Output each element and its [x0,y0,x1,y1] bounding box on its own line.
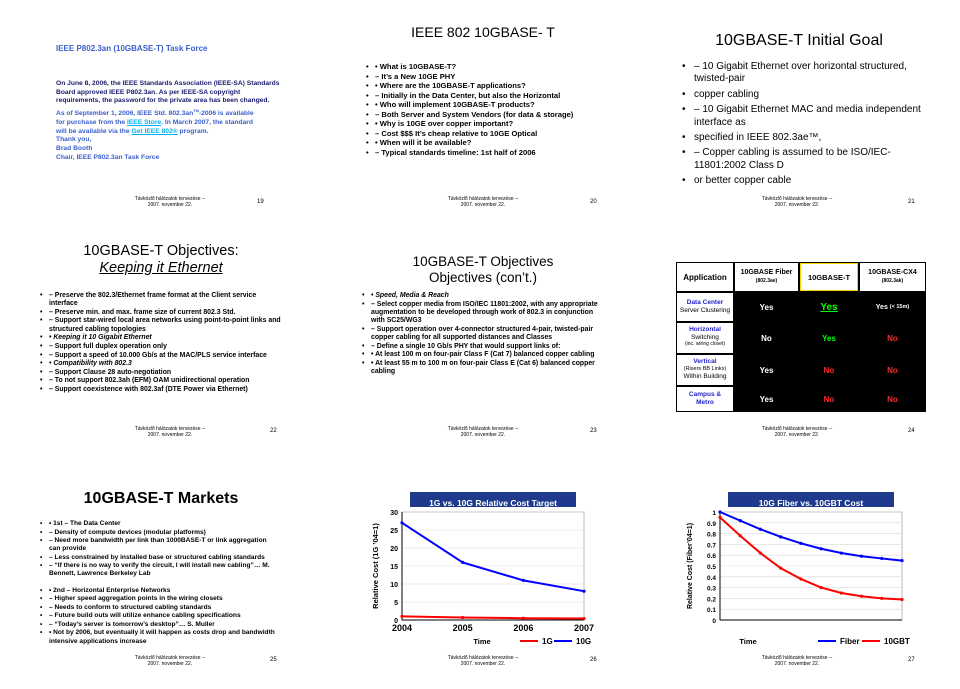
chart-title: 1G vs. 10G Relative Cost Target [429,498,557,508]
slide-19-line-e: will be available via the [56,127,130,135]
y-tick-label: 0.7 [706,542,716,550]
data-point [779,567,782,570]
data-point [779,535,782,538]
slide-23-footer: Távközlő hálózatok tervezése -- 2007. november 22. [447,426,519,438]
slide-23-title-line1: 10GBASE-T Objectives [412,254,554,269]
list-item: • – 10 Gigabit Ethernet over horizontal structured, twisted-pair [682,61,907,85]
slide-20-footer: Távközlő hálózatok tervezése -- 2007. november 22. [447,196,519,208]
cell-yes: Yes [735,387,798,411]
cell-yes: Yes [800,323,858,353]
data-point [900,598,903,601]
list-item: • – Select copper media from ISO/IEC 11801:2002, with any appropriate augmentation to be developed through work of 802.3 in conjunction with SC25/WG3 [362,301,600,326]
header-fiber: 10GBASE Fiber (802.3ae) [735,263,798,291]
slide-22-title [30,243,292,277]
slide-26-page-number: 26 [590,657,597,663]
slide-25[interactable] [30,476,292,676]
list-item: • • At least 100 m on four-pair Class F (Cat 7) balanced copper cabling [362,351,600,359]
data-point [799,542,802,545]
ieee-store-link[interactable]: IEEE Store [126,119,162,127]
data-point [820,547,823,550]
data-point [880,597,883,600]
y-tick-label: 0.4 [706,574,716,582]
y-tick-label: 25 [390,528,398,535]
list-item: • – Needs to conform to structured cabling standards [40,604,278,612]
header-10gbaset: 10GBASE-T [800,263,858,291]
list-item: • – Less constrained by installed base or structured cabling standards [40,554,278,562]
list-item: • or better copper cable [682,175,792,187]
slide-19-body [56,80,286,163]
slide-27-page-number: 27 [908,657,915,663]
list-item: • • What is 10GBASE-T? [366,62,600,71]
slide-23-title-line2: Objectives (con’t.) [428,270,538,285]
slide-27-footer: Távközlő hálózatok tervezése -- 2007. november 22. [761,655,833,667]
data-point [799,577,802,580]
data-point [461,616,464,619]
slide-19-para1: On June 8, 2006, the IEEE Standards Association (IEEE-SA) Standards Board approved IEEE P802.3an. As per IEEE-SA copyright requirements, the password for the private area has been changed. [56,80,280,105]
list-item: • – “Today’s server is tomorrow’s desktop”… S. Muller [40,621,278,629]
slide-23-title [352,254,614,286]
y-tick-label: 15 [390,564,398,571]
data-point [880,557,883,560]
slide-19-line-f: program. [177,127,209,135]
list-item: • – Density of compute devices (modular platforms) [40,529,278,537]
list-item: • – Support Clause 28 auto-negotiation [40,369,286,377]
legend-label: 10G [576,637,592,646]
data-point [522,617,525,620]
slide-19-line-d: . In March 2007, the standard [161,119,253,127]
slide-25-page-number: 25 [270,657,277,663]
slide-19-tm: TM [193,108,199,114]
list-item: • • When will it be available? [366,138,600,147]
data-point [400,615,403,618]
cell-no: No [860,323,925,353]
row-data-center: Data Center Server Clustering [677,293,733,321]
slide-26[interactable] [352,476,614,676]
data-point [522,579,525,582]
data-point [860,595,863,598]
slide-21-title: 10GBASE-T Initial Goal [715,32,883,49]
y-tick-label: 5 [394,600,398,607]
list-spacer [40,579,278,587]
y-tick-label: 0.1 [706,607,716,615]
cell-yes: Yes [735,355,798,385]
cell-no: No [860,355,925,385]
data-point [718,516,721,519]
y-tick-label: 0.5 [706,564,716,571]
list-item: • – Support operation over 4-connector structured 4-pair, twisted-pair copper cabling for all supported distances and Classes [362,326,600,343]
y-tick-label: 30 [390,510,398,517]
y-tick-label: 0.8 [706,531,716,539]
slide-22[interactable] [30,240,292,440]
y-tick-label: 0.6 [706,553,716,561]
y-tick-label: 0.9 [706,520,716,528]
data-point [860,555,863,558]
slide-22-bullets [40,292,286,395]
legend-label: 10GBT [884,637,910,646]
slide-27[interactable] [668,476,930,676]
list-item: • – Copper cabling is assumed to be ISO/IEC-11801:2002 Class D [682,147,891,171]
list-item: • – Support coexistence with 802.3af (DTE Power via Ethernet) [40,386,286,394]
list-item: • – Support full duplex operation only [40,343,286,351]
slide-19-page-number: 19 [257,199,264,205]
slide-21-footer: Távközlő hálózatok tervezése -- 2007. november 22. [761,196,833,208]
slide-19-sign-2: Brad Booth [56,145,93,153]
list-item: • • Speed, Media & Reach [362,292,600,300]
slide-24-footer: Távközlő hálózatok tervezése -- 2007. november 22. [761,426,833,438]
data-point [820,586,823,589]
list-item: • – Define a single 10 Gb/s PHY that would support links of: [362,343,600,351]
list-item: • – Support star-wired local area networks using point-to-point links and structured cabling topologies [40,317,286,334]
legend-label: 1G [542,637,553,646]
list-item: • specified in IEEE 802.3ae™, [682,132,822,144]
slide-20-bullets [366,62,600,157]
header-application: Application [677,263,733,291]
y-axis-label: Relative Cost (Fiber’04=1) [687,522,694,610]
list-item: • copper cabling [682,88,760,100]
data-point [582,617,585,620]
legend-label: Fiber [840,637,860,646]
list-item: • – Initially in the Data Center, but also the Horizontal [366,91,600,100]
slide-24-table [676,262,926,412]
list-item: • – Preserve the 802.3/Ethernet frame format at the Client service interface [40,292,286,309]
list-item: • – Future build outs will utilize enhance cabling specifications [40,612,278,620]
data-point [759,551,762,554]
chart-1g-vs-10g [352,484,614,654]
list-item: • – Cost $$$ It’s cheap relative to 10GE Optical [366,129,600,138]
slide-19[interactable] [40,18,300,216]
cell-no: No [735,323,798,353]
slide-21-bullets [682,61,922,191]
y-tick-label: 0 [394,618,398,625]
list-item: • • 1st – The Data Center [40,520,278,528]
slide-25-title: 10GBASE-T Markets [83,490,239,507]
slide-21-page-number: 21 [908,199,915,205]
list-item: • • At least 55 m to 100 m on four-pair Class E (Cat 6) balanced copper cabling [362,360,600,377]
cell-no: No [800,355,858,385]
y-tick-label: 20 [390,546,398,553]
x-tick-label: 2004 [391,623,413,633]
cell-yes: Yes [735,293,798,321]
slide-26-footer: Távközlő hálózatok tervezése -- 2007. november 22. [447,655,519,667]
list-item: • • Compatibility with 802.3 [40,360,286,368]
slide-22-title-line2: Keeping it Ethernet [99,260,223,276]
data-point [582,590,585,593]
list-item: • – Support a speed of 10.000 Gb/s at the MAC/PLS service interface [40,352,286,360]
x-axis-label: Time [473,637,491,646]
y-tick-label: 1 [712,510,716,517]
list-item: • – To not support 802.3ah (EFM) OAM unidirectional operation [40,377,286,385]
y-tick-label: 0.3 [706,585,716,593]
data-point [718,510,721,513]
list-item: • – Need more bandwidth per link than 1000BASE-T or link aggregation can provide [40,537,278,553]
cell-no: No [860,387,925,411]
list-item: • – Typical standards timeline: 1st half of 2006 [366,148,600,157]
slide-20-title: IEEE 802 10GBASE- T [411,24,555,40]
x-axis-label: Time [739,637,757,646]
list-item: • – Both Server and System Vendors (for data & storage) [366,110,600,119]
list-item: • • Why is 10GE over copper important? [366,119,600,128]
slide-23[interactable] [352,240,614,440]
slide-25-bullets [40,520,278,646]
list-item: • – Higher speed aggregation points in the wiring closets [40,595,278,603]
slide-19-line-b: -2006 is available [198,110,254,118]
header-cx4: 10GBASE-CX4 (802.3ak) [860,263,925,291]
cell-yes: Yes [800,293,858,321]
x-tick-label: 2006 [513,623,534,633]
y-axis-label: Relative Cost (1G ’04=1) [371,523,380,609]
slide-22-footer: Távközlő hálózatok tervezése -- 2007. november 22. [134,426,206,438]
data-point [900,559,903,562]
slide-19-line-c: for purchase from the [56,119,126,127]
chart-title: 10G Fiber vs. 10GBT Cost [758,498,864,508]
cell-yes: Yes (< 15m) [860,293,925,321]
row-horizontal: Horizontal Switching (inc. wiring closet) [677,323,733,353]
slide-21[interactable] [668,18,930,216]
data-point [840,551,843,554]
list-item: • – “If there is no way to verify the circuit, I will install new cabling”… M. Bennett, Lawrence Berkeley Lab [40,562,278,578]
slide-22-title-line1: 10GBASE-T Objectives: [83,243,239,259]
x-tick-label: 2005 [452,623,473,633]
list-item: • • Keeping it 10 Gigabit Ethernet [40,334,286,342]
y-tick-label: 0.2 [706,596,716,604]
row-vertical: Vertical (Risers BB Links) Within Building [677,355,733,385]
y-tick-label: 0 [712,618,716,625]
slide-19-sign-1: Thank you, [56,136,92,144]
data-point [759,528,762,531]
slide-24-page-number: 24 [908,428,915,434]
chart-fiber-vs-10gbt [668,484,930,654]
list-item: • • 2nd – Horizontal Enterprise Networks [40,587,278,595]
slide-25-footer: Távközlő hálózatok tervezése -- 2007. november 22. [134,655,206,667]
slide-19-title: IEEE P802.3an (10GBASE-T) Task Force [56,44,208,53]
data-point [739,534,742,537]
slide-23-page-number: 23 [590,428,597,434]
list-item: • – 10 Gigabit Ethernet MAC and media independent interface as [682,104,921,128]
list-item: • – It’s a New 10GE PHY [366,72,600,81]
slide-19-line-a: As of September 1, 2006, IEEE Std. 802.3an [56,110,194,118]
data-point [461,561,464,564]
cell-no: No [800,387,858,411]
slide-23-bullets [362,292,600,377]
list-item: • • Who will implement 10GBASE-T products? [366,100,600,109]
list-item: • • Not by 2006, but eventually it will happen as costs drop and bandwidth intensive applications increase [40,629,278,645]
slide-19-sign-3: Chair, IEEE P802.3an Task Force [56,153,160,161]
slide-20[interactable] [352,18,614,216]
data-point [400,521,403,524]
slide-22-page-number: 22 [270,428,277,434]
slide-24[interactable] [668,240,930,440]
y-tick-label: 10 [390,582,398,589]
data-point [840,591,843,594]
list-item: • – Preserve min. and max. frame size of current 802.3 Std. [40,309,286,317]
list-item: • • Where are the 10GBASE-T applications? [366,81,600,90]
x-tick-label: 2007 [573,623,595,633]
data-point [739,519,742,522]
slide-20-page-number: 20 [590,199,597,205]
slide-19-footer: Távközlő hálózatok tervezése -- 2007. november 22. [134,196,206,208]
get-ieee-802-link[interactable]: Get IEEE 802® [131,127,178,135]
row-campus-metro: Campus & Metro [677,387,733,411]
